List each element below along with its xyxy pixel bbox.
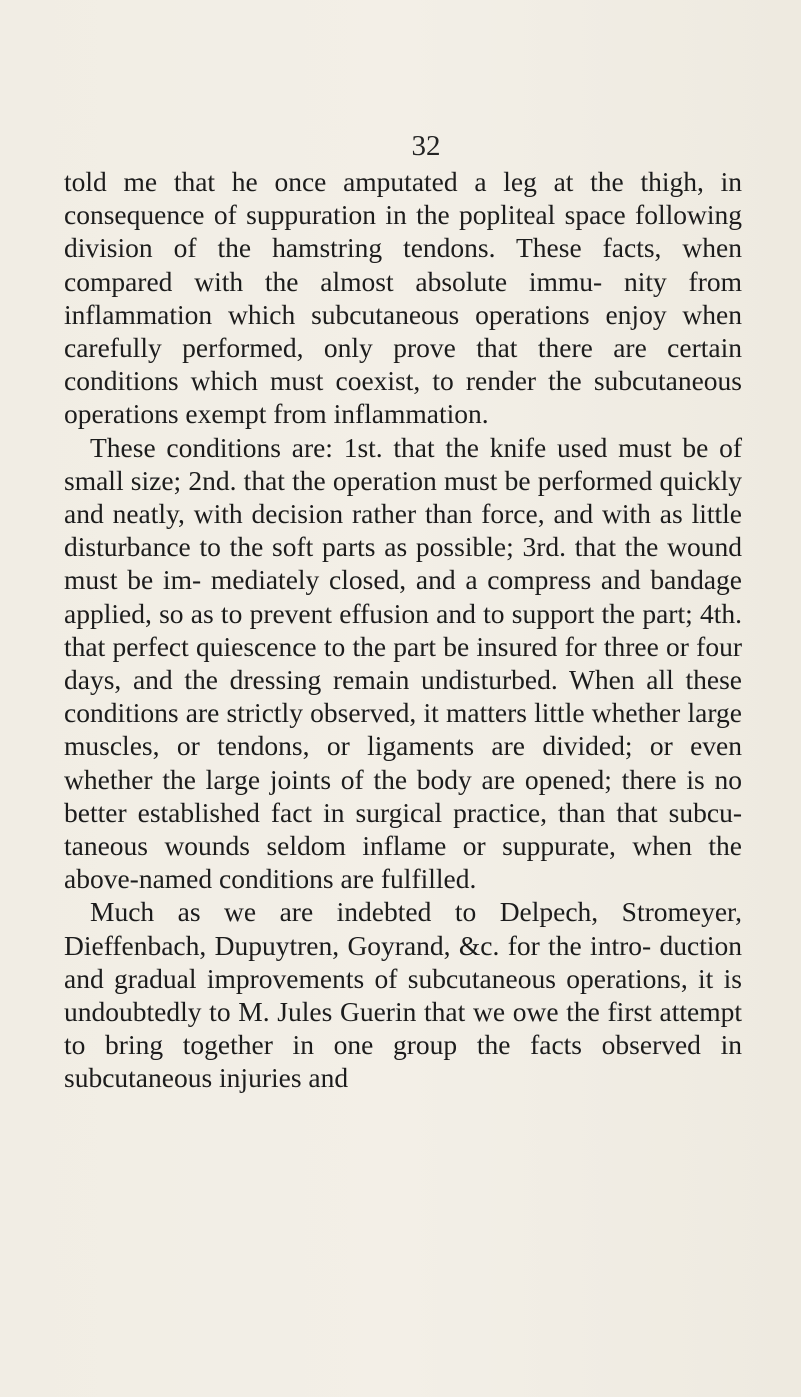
- page-number: 32: [411, 130, 441, 162]
- paragraph-2: These conditions are: 1st. that the knife used must be of small size; 2nd. that the operation must be performed quickly and neatly, with decision rather than force, and with as little disturbance to the soft parts as possible; 3rd. that the wound must be im- mediately closed, and a compress and bandage applied, so as to prevent effusion and to support the part; 4th. that perfect quiescence to the part be insured for three or four days, and the dressing remain undisturbed. When all these conditions are strictly observed, it matters little whether large muscles, or tendons, or ligaments are divided; or even whether the large joints of the body are opened; there is no better established fact in surgical practice, than that subcu- taneous wounds seldom inflame or suppurate, when the above-named conditions are fulfilled.: [64, 431, 742, 895]
- paragraph-1: told me that he once amputated a leg at the thigh, in consequence of suppuration in the popliteal space following division of the hamstring tendons. These facts, when compared with the almost absolute immu- nity from inflammation which subcutaneous operations enjoy when carefully performed, only prove that there are certain conditions which must coexist, to render the subcutaneous operations exempt from inflammation.: [64, 166, 742, 430]
- paragraph-3: Much as we are indebted to Delpech, Stromeyer, Dieffenbach, Dupuytren, Goyrand, &c. for the intro- duction and gradual improvements of subcutaneous operations, it is undoubtedly to M. Jules Guerin that we owe the first attempt to bring together in one group the facts observed in subcutaneous injuries and: [64, 896, 742, 1094]
- body-text: [64, 165, 742, 1095]
